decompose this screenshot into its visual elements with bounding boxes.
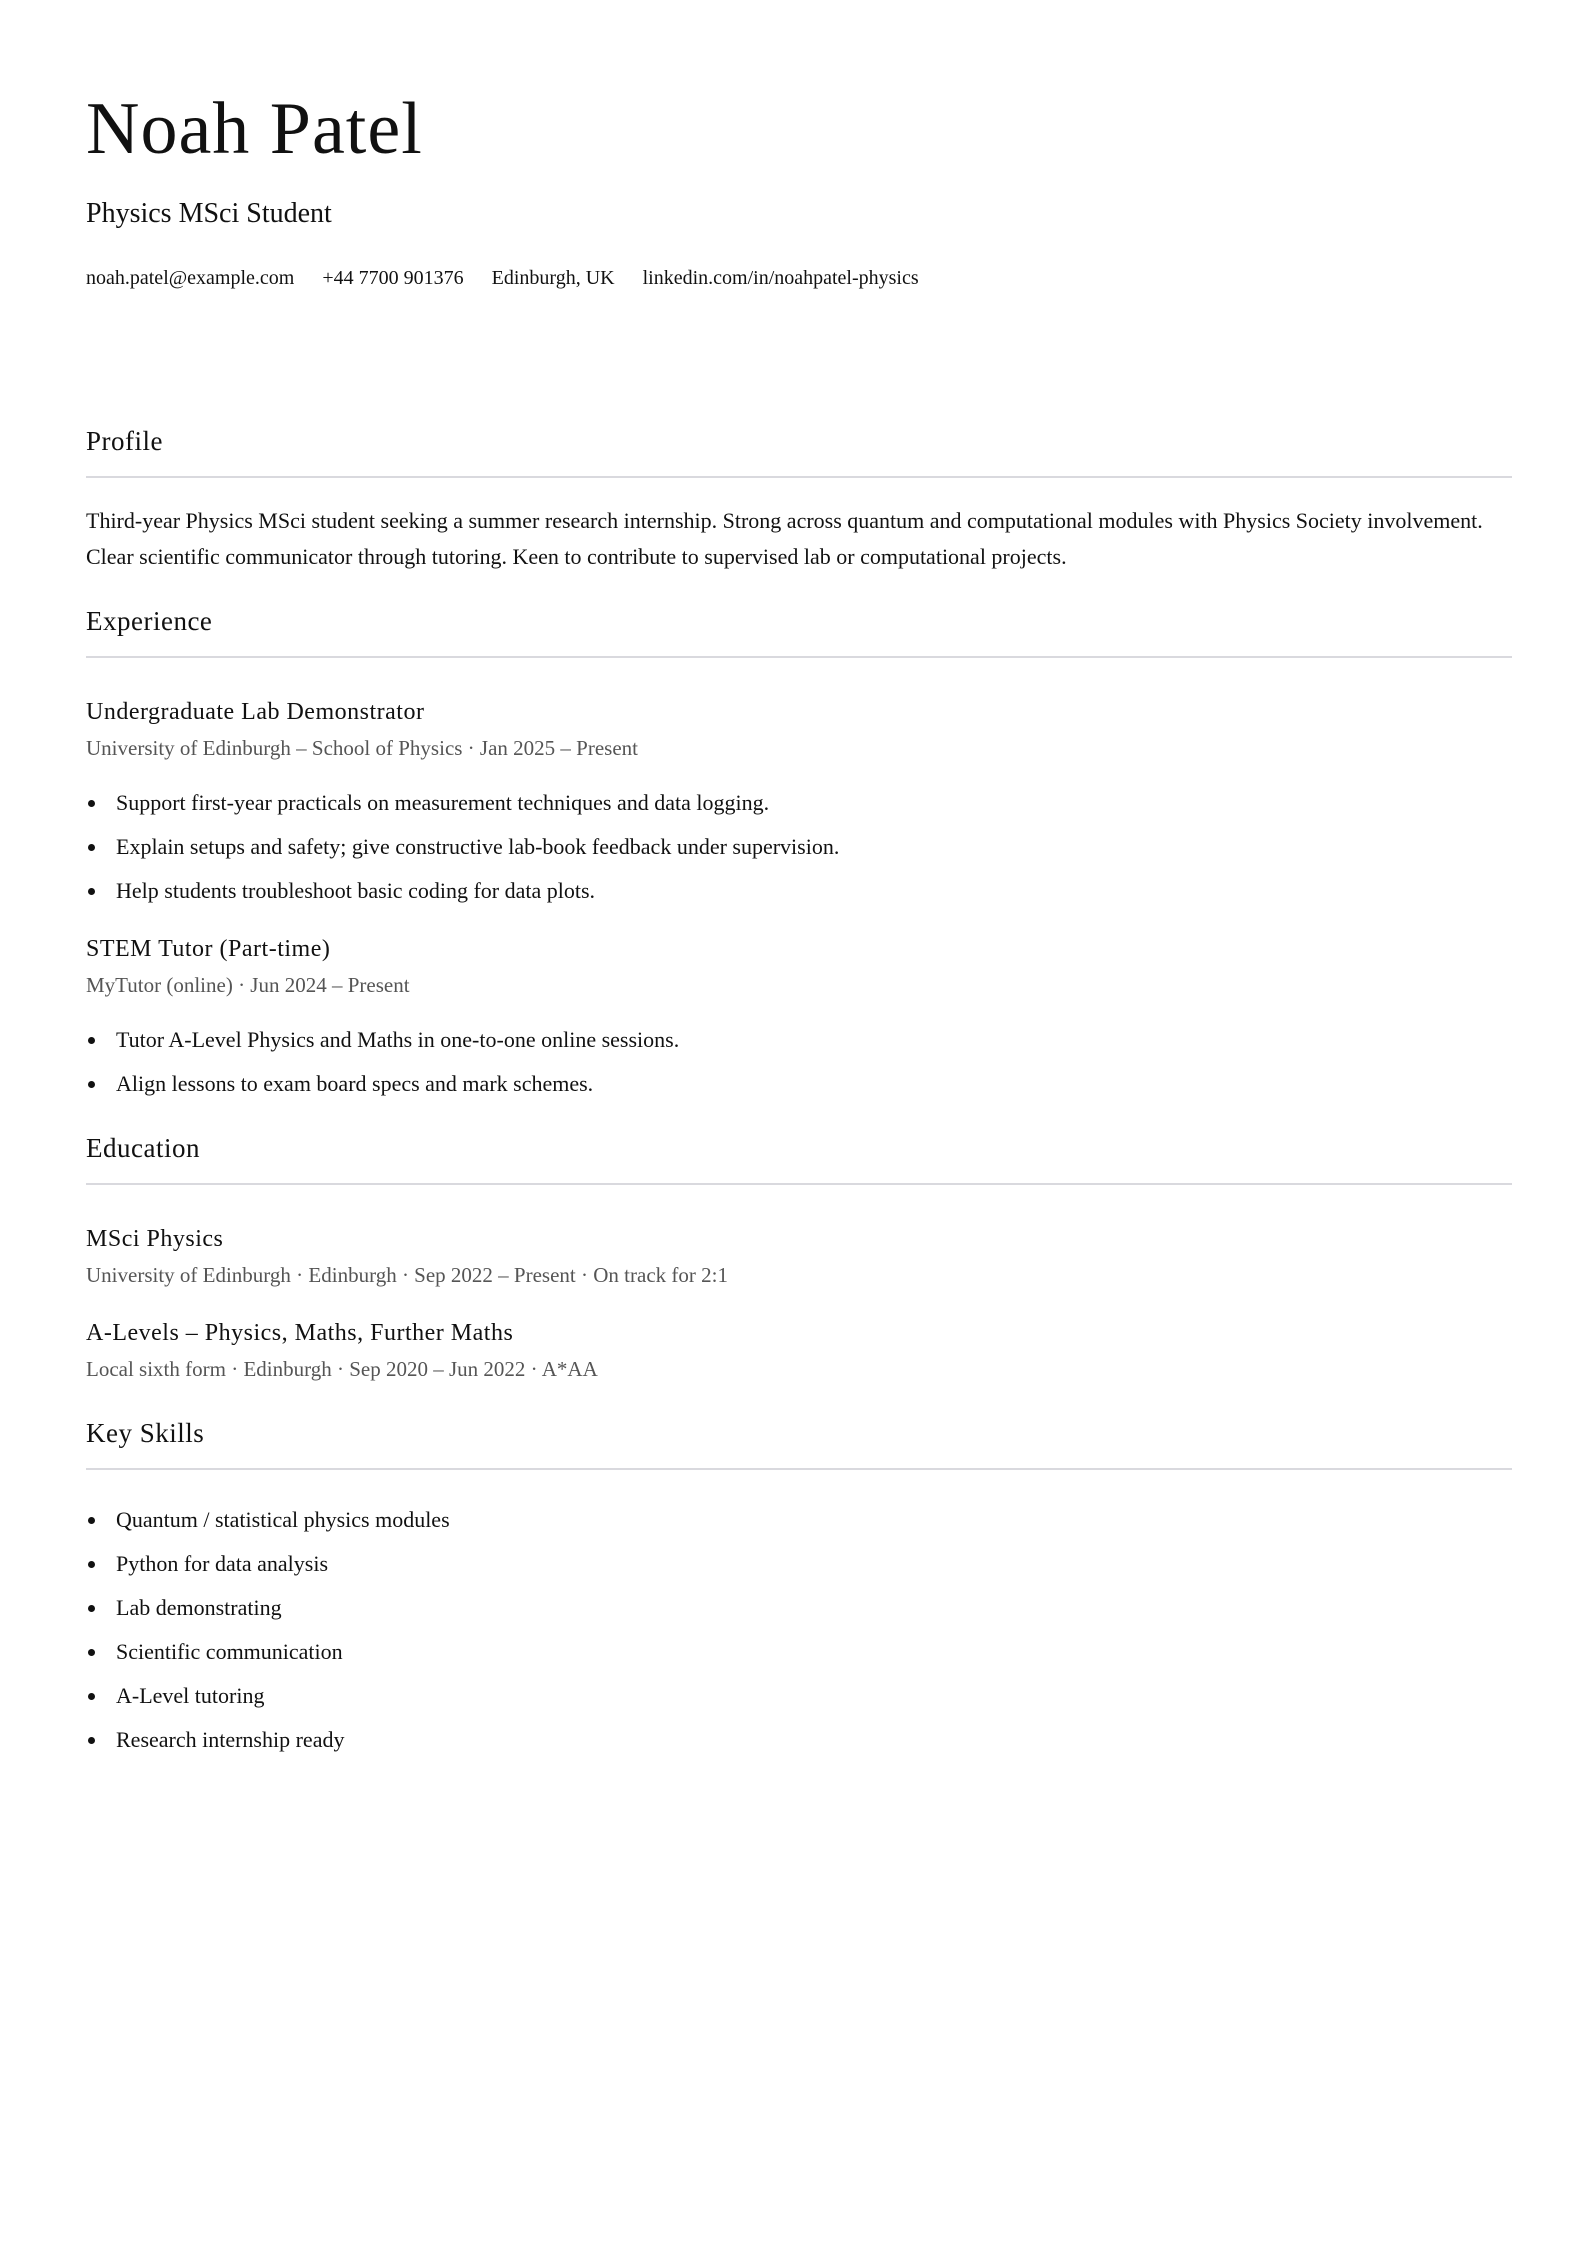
experience-meta: MyTutor (online) · Jun 2024 – Present xyxy=(86,973,410,997)
skill-item: Research internship ready xyxy=(86,1718,1512,1762)
profile-summary: Third-year Physics MSci student seeking a summer research internship. Strong across quantum and computational modules with Physics Society involvement. Clear scientific communicator through tutoring. Keen to contribute to supervised lab or computational projects. xyxy=(86,508,1483,569)
list-item: Support first-year practicals on measurement techniques and data logging. xyxy=(86,781,1512,825)
experience-role: Undergraduate Lab Demonstrator xyxy=(86,699,425,725)
section-divider xyxy=(86,656,1512,658)
section-title-education: Education xyxy=(86,1133,200,1163)
education-meta: Local sixth form · Edinburgh · Sep 2020 – Jun 2022 · A*AA xyxy=(86,1357,598,1381)
skill-item: Scientific communication xyxy=(86,1630,1512,1674)
section-title-skills: Key Skills xyxy=(86,1418,205,1448)
list-item: Help students troubleshoot basic coding for data plots. xyxy=(86,869,1512,913)
candidate-headline: Physics MSci Student xyxy=(86,198,332,229)
experience-role: STEM Tutor (Part-time) xyxy=(86,936,331,962)
education-meta: University of Edinburgh · Edinburgh · Sep 2022 – Present · On track for 2:1 xyxy=(86,1263,728,1287)
section-divider xyxy=(86,1183,1512,1185)
skill-item: Lab demonstrating xyxy=(86,1586,1512,1630)
list-item: Explain setups and safety; give constructive lab-book feedback under supervision. xyxy=(86,825,1512,869)
contact-line xyxy=(86,266,947,290)
section-title-profile: Profile xyxy=(86,426,163,456)
section-divider xyxy=(86,1468,1512,1470)
contact-phone[interactable]: +44 7700 901376 xyxy=(322,267,464,289)
list-item: Tutor A-Level Physics and Maths in one-to-one online sessions. xyxy=(86,1018,1512,1062)
contact-email[interactable]: noah.patel@example.com xyxy=(86,267,295,289)
education-degree: MSci Physics xyxy=(86,1226,224,1252)
section-title-experience: Experience xyxy=(86,606,213,636)
section-divider xyxy=(86,476,1512,478)
experience-meta: University of Edinburgh – School of Physics · Jan 2025 – Present xyxy=(86,736,638,760)
contact-location: Edinburgh, UK xyxy=(491,267,615,289)
skill-item: Python for data analysis xyxy=(86,1542,1512,1586)
experience-bullets xyxy=(86,781,1512,913)
contact-linkedin[interactable]: linkedin.com/in/noahpatel-physics xyxy=(642,267,919,289)
experience-bullets xyxy=(86,1018,1512,1106)
candidate-name: Noah Patel xyxy=(86,88,423,170)
list-item: Align lessons to exam board specs and mark schemes. xyxy=(86,1062,1512,1106)
skill-item: A-Level tutoring xyxy=(86,1674,1512,1718)
education-degree: A-Levels – Physics, Maths, Further Maths xyxy=(86,1320,514,1346)
skills-list xyxy=(86,1498,1512,1762)
skill-item: Quantum / statistical physics modules xyxy=(86,1498,1512,1542)
